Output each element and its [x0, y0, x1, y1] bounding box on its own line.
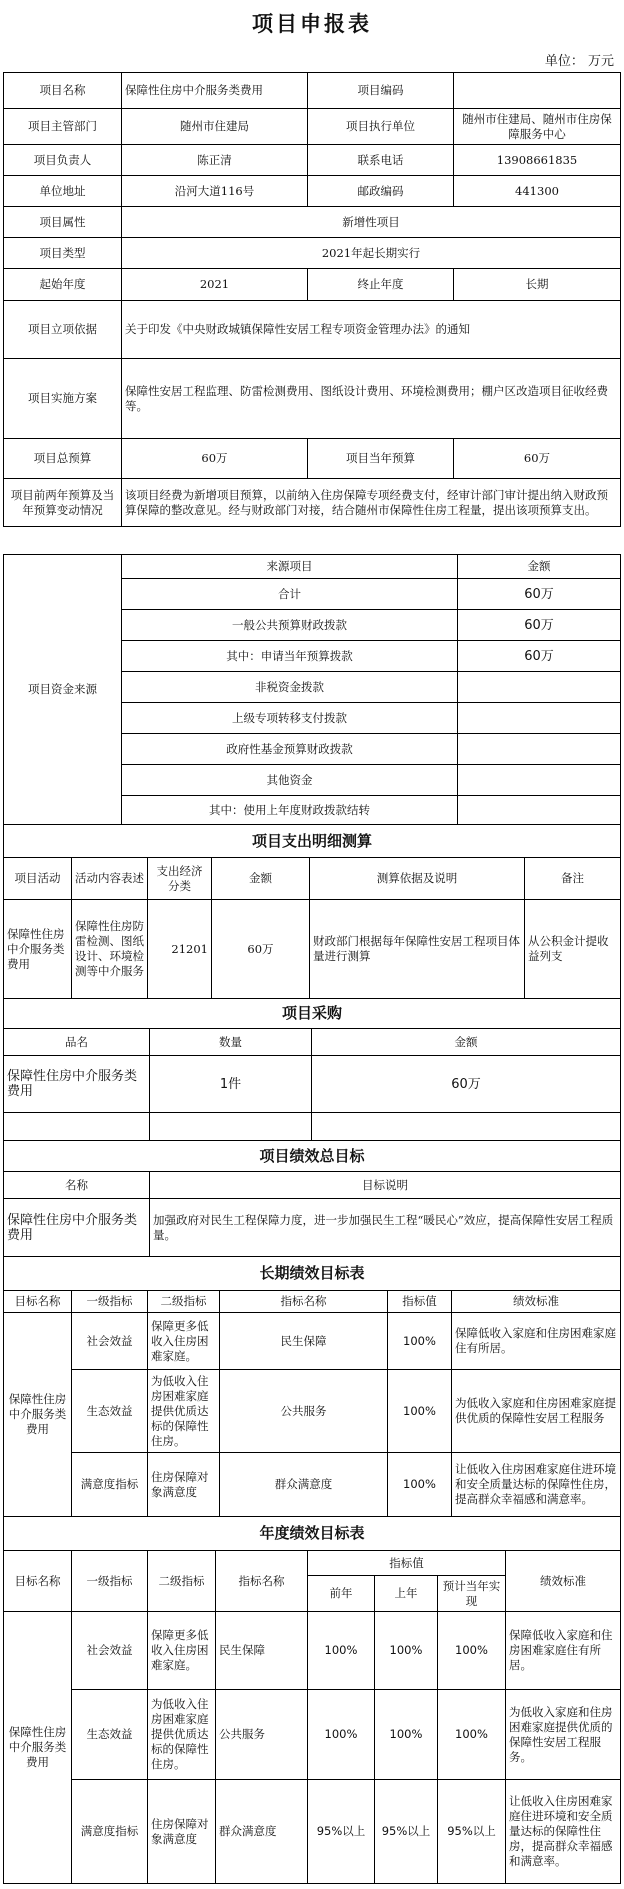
year-label: 项目当年预算 [308, 439, 454, 479]
funds-row-amount: 60万 [458, 610, 621, 641]
funds-row-name: 一般公共预算财政拨款 [122, 610, 458, 641]
long-term-value: 100% [388, 1313, 452, 1370]
person-value: 陈正清 [122, 145, 308, 176]
funds-row-name: 其他资金 [122, 765, 458, 796]
long-term-l2: 保障更多低收入住房困难家庭。 [148, 1313, 220, 1370]
annual-v3: 100% [438, 1690, 506, 1780]
annual-l2: 保障更多低收入住房困难家庭。 [148, 1612, 216, 1690]
total-value: 60万 [122, 439, 308, 479]
exec-label: 项目执行单位 [308, 109, 454, 145]
long-term-l2: 为低收入住房困难家庭提供优质达标的保障性住房。 [148, 1370, 220, 1453]
phone-label: 联系电话 [308, 145, 454, 176]
purchase-empty [150, 1113, 312, 1141]
annual-v1: 95%以上 [308, 1780, 375, 1884]
annual-name: 民生保障 [216, 1612, 308, 1690]
purchase-header: 数量 [150, 1029, 312, 1056]
funds-row-amount [458, 672, 621, 703]
person-label: 项目负责人 [4, 145, 122, 176]
funds-row-amount: 60万 [458, 641, 621, 672]
perf-total-desc: 加强政府对民生工程保障力度，进一步加强民生工程“暖民心”效应，提高保障性安居工程质量。 [150, 1199, 621, 1257]
long-term-std: 让低收入住房困难家庭住进环境和安全质量达标的保障性住房，提高群众幸福感和满意率。 [452, 1453, 621, 1517]
expense-class: 21201 [148, 900, 212, 999]
long-term-name: 群众满意度 [220, 1453, 388, 1517]
funds-row-name: 政府性基金预算财政拨款 [122, 734, 458, 765]
long-term-l2: 住房保障对象满意度 [148, 1453, 220, 1517]
purchase-header: 金额 [312, 1029, 621, 1056]
expense-header: 活动内容表述 [72, 858, 148, 900]
purchase-title: 项目采购 [4, 999, 621, 1029]
purchase-amount: 60万 [312, 1056, 621, 1113]
dept-value: 随州市住建局 [122, 109, 308, 145]
perf-total-title: 项目绩效总目标 [4, 1141, 621, 1172]
purchase-item: 保障性住房中介服务类费用 [4, 1056, 150, 1113]
basis-value: 关于印发《中央财政城镇保障性安居工程专项资金管理办法》的通知 [122, 301, 621, 359]
perf-total-name: 保障性住房中介服务类费用 [4, 1199, 150, 1257]
long-term-value: 100% [388, 1453, 452, 1517]
funds-table [3, 554, 621, 825]
purchase-qty: 1件 [150, 1056, 312, 1113]
phone-value: 13908661835 [454, 145, 621, 176]
expense-header: 项目活动 [4, 858, 72, 900]
expense-amount: 60万 [212, 900, 310, 999]
long-term-l1: 满意度指标 [72, 1453, 148, 1517]
code-label: 项目编码 [308, 73, 454, 109]
long-term-title: 长期绩效目标表 [4, 1257, 621, 1291]
long-term-name: 公共服务 [220, 1370, 388, 1453]
purchase-header: 品名 [4, 1029, 150, 1056]
attr-value: 新增性项目 [122, 207, 621, 238]
start-label: 起始年度 [4, 269, 122, 301]
post-label: 邮政编码 [308, 176, 454, 207]
expense-header: 金额 [212, 858, 310, 900]
long-term-target: 保障性住房中介服务类费用 [4, 1313, 72, 1517]
perf-total-header: 目标说明 [150, 1172, 621, 1199]
purchase-empty [4, 1113, 150, 1141]
annual-header: 指标值 [308, 1551, 506, 1576]
long-term-header: 绩效标准 [452, 1291, 621, 1313]
annual-table [3, 1516, 621, 1884]
long-term-std: 保障低收入家庭和住房困难家庭住有所居。 [452, 1313, 621, 1370]
annual-v3: 100% [438, 1612, 506, 1690]
annual-title: 年度绩效目标表 [4, 1517, 621, 1551]
long-term-table [3, 1256, 621, 1517]
long-term-header: 一级指标 [72, 1291, 148, 1313]
funds-header-amount: 金额 [458, 555, 621, 579]
page-title: 项目申报表 [252, 11, 372, 36]
long-term-l1: 生态效益 [72, 1370, 148, 1453]
perf-total-table [3, 1140, 621, 1257]
change-value: 该项目经费为新增项目预算，以前纳入住房保障专项经费支付，经审计部门审计提出纳入财政预算保障的整改意见。经与财政部门对接，结合随州市保障性住房工程量，提出该项预算支出。 [122, 479, 621, 527]
annual-header: 目标名称 [4, 1551, 72, 1612]
annual-header: 绩效标准 [506, 1551, 621, 1612]
annual-v3: 95%以上 [438, 1780, 506, 1884]
type-value: 2021年起长期实行 [122, 238, 621, 269]
expense-table [3, 824, 621, 999]
funds-row-amount [458, 765, 621, 796]
funds-row-name: 上级专项转移支付拨款 [122, 703, 458, 734]
annual-v2: 100% [375, 1690, 438, 1780]
funds-row-name: 其中：申请当年预算拨款 [122, 641, 458, 672]
long-term-value: 100% [388, 1370, 452, 1453]
funds-row-amount [458, 796, 621, 825]
purchase-empty [312, 1113, 621, 1141]
funds-row-name: 非税资金拨款 [122, 672, 458, 703]
name-label: 项目名称 [4, 73, 122, 109]
expense-note: 从公积金计提收益列支 [525, 900, 621, 999]
post-value: 441300 [454, 176, 621, 207]
annual-l1: 满意度指标 [72, 1780, 148, 1884]
expense-activity: 保障性住房中介服务类费用 [4, 900, 72, 999]
annual-v2: 95%以上 [375, 1780, 438, 1884]
annual-l2: 住房保障对象满意度 [148, 1780, 216, 1884]
plan-label: 项目实施方案 [4, 359, 122, 439]
expense-content: 保障性住房防雷检测、图纸设计、环境检测等中介服务 [72, 900, 148, 999]
funds-row-amount [458, 734, 621, 765]
unit-label: 单位： 万元 [544, 54, 614, 69]
long-term-header: 二级指标 [148, 1291, 220, 1313]
funds-row-amount: 60万 [458, 579, 621, 610]
type-label: 项目类型 [4, 238, 122, 269]
annual-std: 让低收入住房困难家庭住进环境和安全质量达标的保障性住房，提高群众幸福感和满意率。 [506, 1780, 621, 1884]
long-term-name: 民生保障 [220, 1313, 388, 1370]
funds-row-name: 其中：使用上年度财政拨款结转 [122, 796, 458, 825]
expense-header: 支出经济分类 [148, 858, 212, 900]
annual-v1: 100% [308, 1690, 375, 1780]
annual-std: 为低收入家庭和住房困难家庭提供优质的保障性安居工程服务。 [506, 1690, 621, 1780]
annual-l1: 社会效益 [72, 1612, 148, 1690]
annual-header: 指标名称 [216, 1551, 308, 1612]
long-term-header: 目标名称 [4, 1291, 72, 1313]
long-term-l1: 社会效益 [72, 1313, 148, 1370]
attr-label: 项目属性 [4, 207, 122, 238]
annual-subheader: 前年 [308, 1576, 375, 1612]
expense-header: 测算依据及说明 [310, 858, 525, 900]
expense-basis: 财政部门根据每年保障性安居工程项目体量进行测算 [310, 900, 525, 999]
change-label: 项目前两年预算及当年预算变动情况 [4, 479, 122, 527]
purchase-table [3, 998, 621, 1141]
annual-target: 保障性住房中介服务类费用 [4, 1612, 72, 1884]
annual-std: 保障低收入家庭和住房困难家庭住有所居。 [506, 1612, 621, 1690]
project-info-table [3, 72, 621, 527]
funds-row-name: 合计 [122, 579, 458, 610]
addr-value: 沿河大道116号 [122, 176, 308, 207]
annual-header: 二级指标 [148, 1551, 216, 1612]
dept-label: 项目主管部门 [4, 109, 122, 145]
end-label: 终止年度 [308, 269, 454, 301]
annual-l1: 生态效益 [72, 1690, 148, 1780]
exec-value: 随州市住建局、随州市住房保障服务中心 [454, 109, 621, 145]
annual-name: 公共服务 [216, 1690, 308, 1780]
annual-l2: 为低收入住房困难家庭提供优质达标的保障性住房。 [148, 1690, 216, 1780]
funds-label: 项目资金来源 [4, 555, 122, 825]
funds-row-amount [458, 703, 621, 734]
expense-header: 备注 [525, 858, 621, 900]
annual-header: 一级指标 [72, 1551, 148, 1612]
funds-header-source: 来源项目 [122, 555, 458, 579]
long-term-std: 为低收入家庭和住房困难家庭提供优质的保障性安居工程服务 [452, 1370, 621, 1453]
expense-title: 项目支出明细测算 [4, 825, 621, 858]
annual-v2: 100% [375, 1612, 438, 1690]
basis-label: 项目立项依据 [4, 301, 122, 359]
project-name: 保障性住房中介服务类费用 [122, 73, 308, 109]
annual-name: 群众满意度 [216, 1780, 308, 1884]
project-code [454, 73, 621, 109]
annual-subheader: 上年 [375, 1576, 438, 1612]
addr-label: 单位地址 [4, 176, 122, 207]
year-value: 60万 [454, 439, 621, 479]
end-value: 长期 [454, 269, 621, 301]
annual-subheader: 预计当年实现 [438, 1576, 506, 1612]
perf-total-header: 名称 [4, 1172, 150, 1199]
long-term-header: 指标值 [388, 1291, 452, 1313]
annual-v1: 100% [308, 1612, 375, 1690]
start-value: 2021 [122, 269, 308, 301]
long-term-header: 指标名称 [220, 1291, 388, 1313]
plan-value: 保障性安居工程监理、防雷检测费用、图纸设计费用、环境检测费用；棚户区改造项目征收经费等。 [122, 359, 621, 439]
total-label: 项目总预算 [4, 439, 122, 479]
